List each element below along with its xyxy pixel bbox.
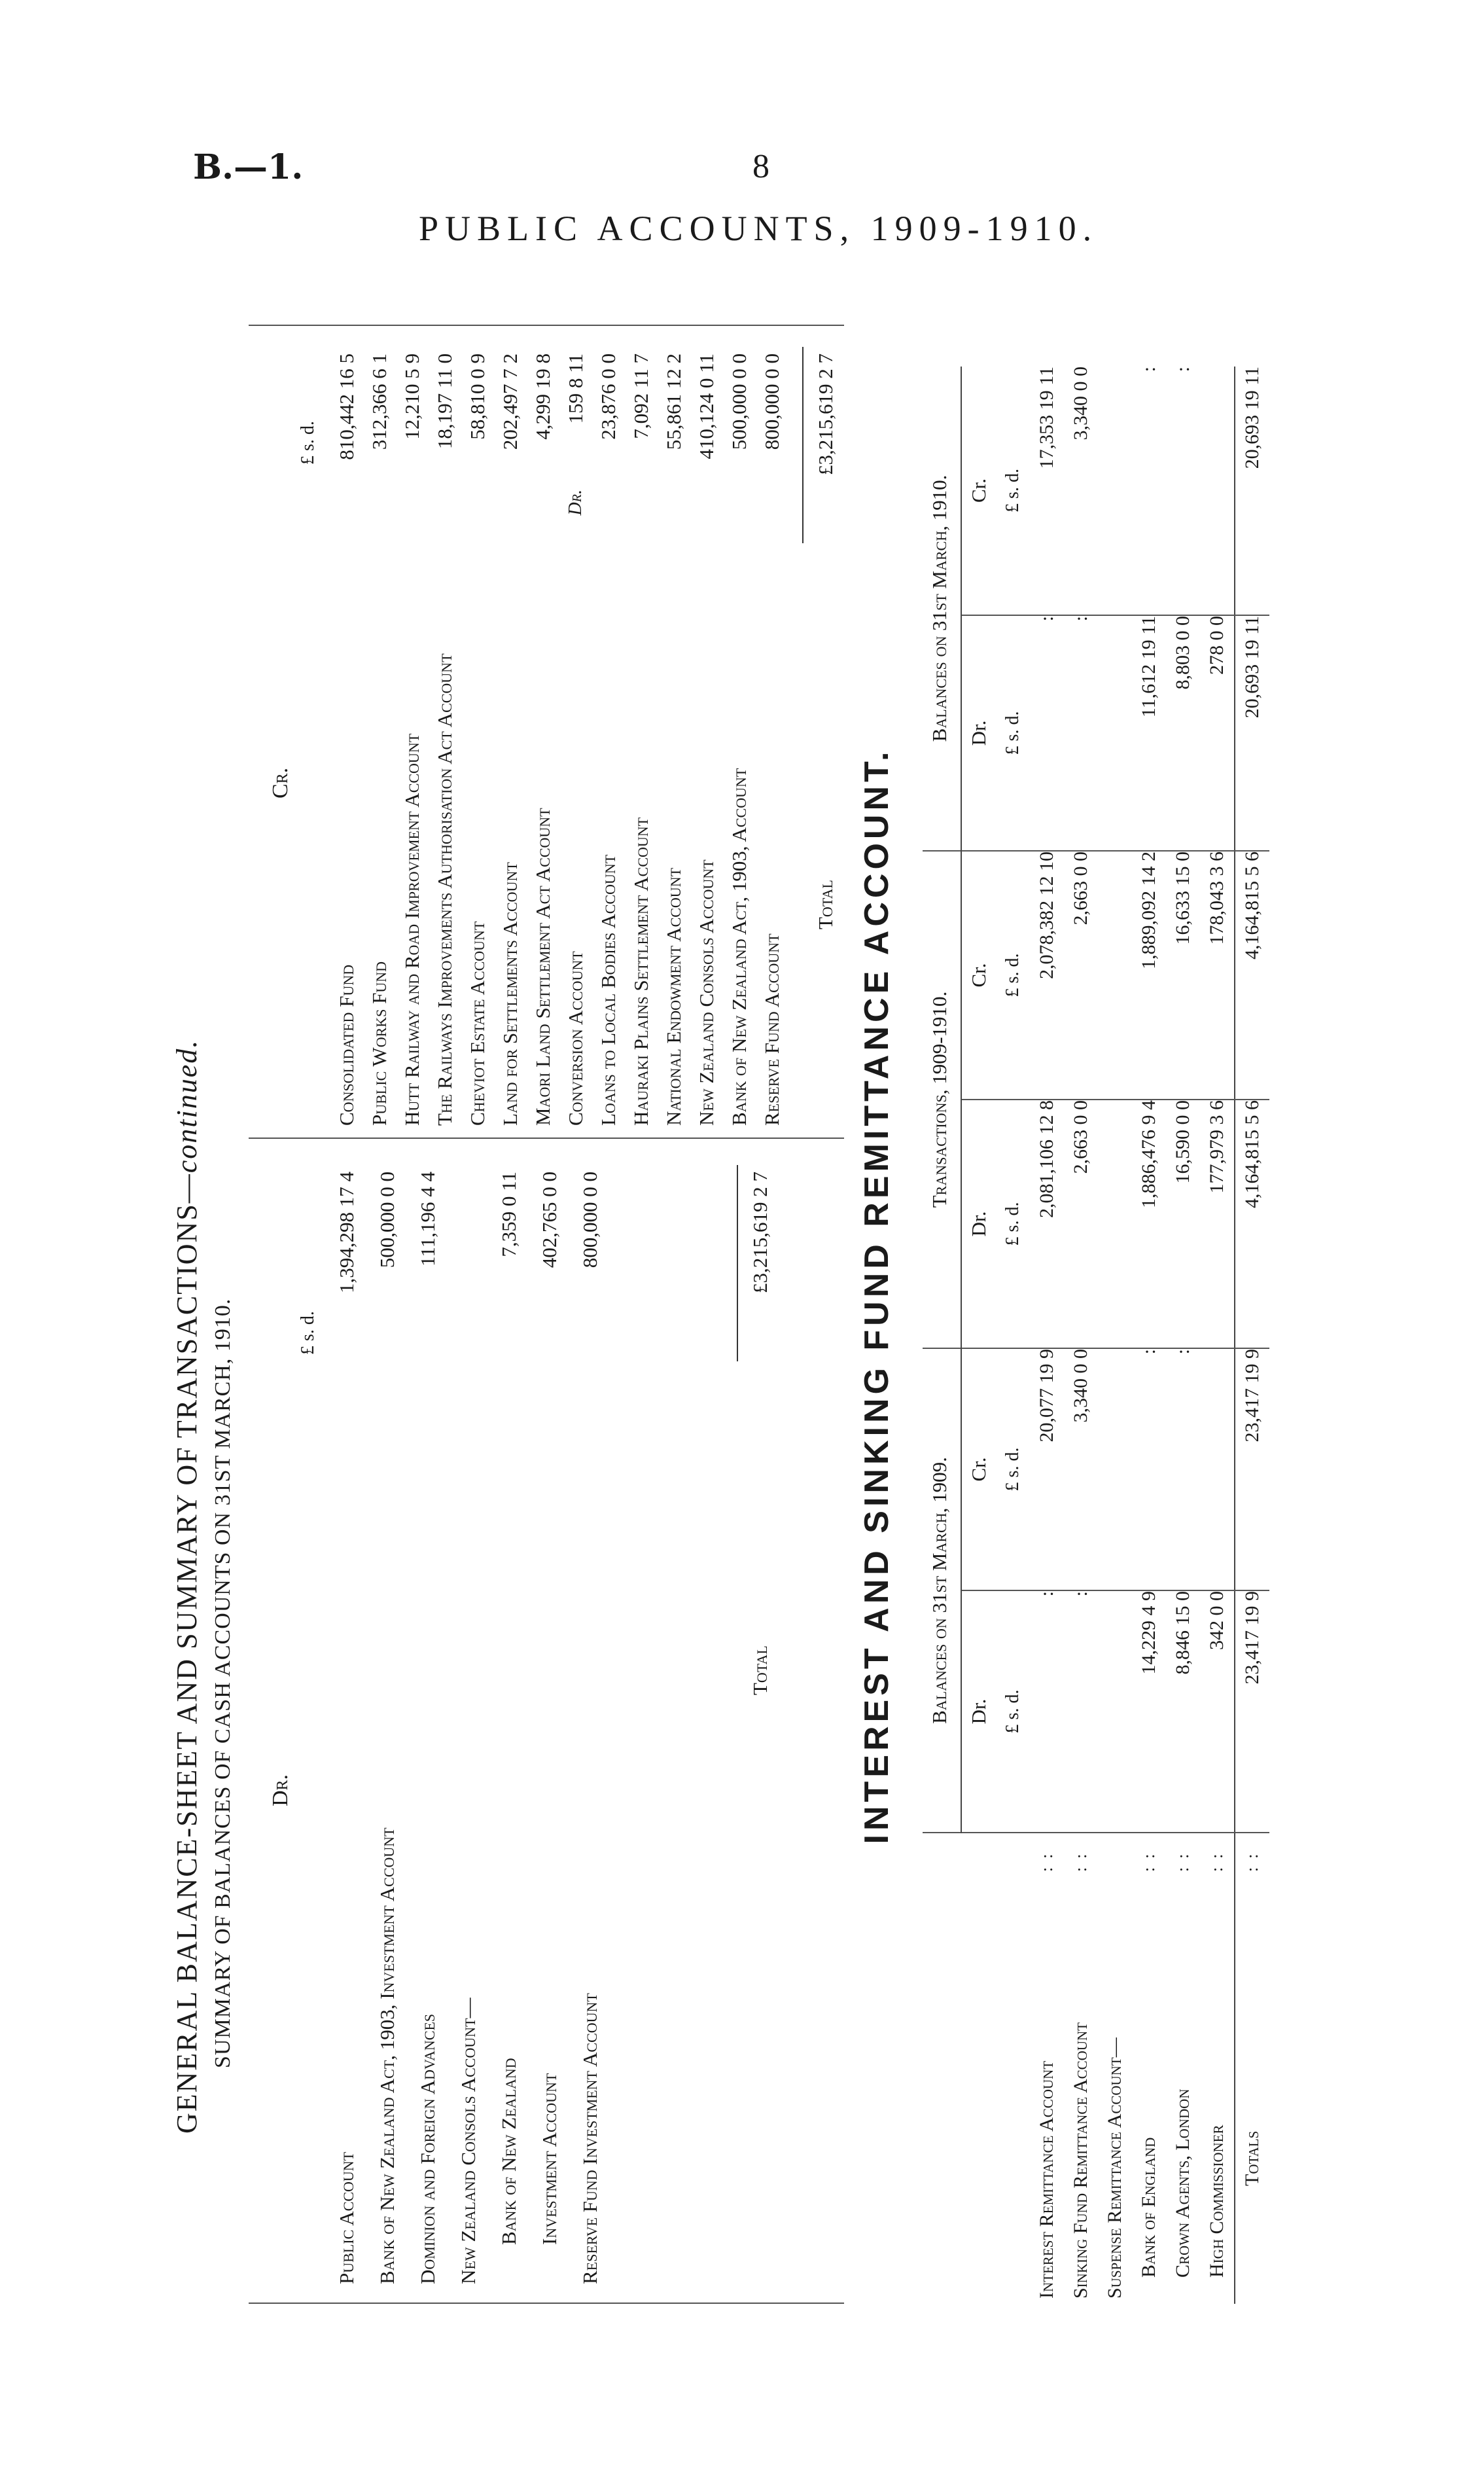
total-rule [737, 1165, 738, 1361]
ledger-label: Conversion Account [564, 951, 587, 1126]
balance-sheet-title-continued: continued. [171, 1039, 203, 1174]
ledger-amount: 4,299 19 8 [531, 353, 554, 440]
row-label: Interest Remittance Account [1036, 2060, 1057, 2299]
totals-label: Totals [1235, 1872, 1269, 2304]
page-number: 8 [752, 148, 769, 185]
total-b10cr: 20,693 19 11 [1235, 367, 1269, 615]
ledger-row [489, 1152, 529, 2284]
cell-tcr [1098, 851, 1132, 1100]
cr-side [327, 340, 838, 1126]
group-balances-1909: Balances on 31st March, 1909. [923, 1348, 961, 1833]
ledger-row [571, 1152, 610, 2284]
row-label: Crown Agents, London [1172, 2089, 1193, 2278]
total-b09dr: 23,417 19 9 [1235, 1590, 1269, 1833]
cell-b10dr: 278 0 0 [1200, 615, 1235, 851]
balance-sheet-title-main: GENERAL BALANCE-SHEET AND SUMMARY OF TRANSACTIONS— [171, 1173, 203, 2134]
ledger-label: Cheviot Estate Account [466, 921, 489, 1126]
remittance-title: INTEREST AND SINKING FUND REMITTANCE ACCOUNT. [858, 747, 896, 1844]
ledger-amount: 7,092 11 7 [629, 353, 652, 439]
cell-tcr: 16,633 15 0 [1166, 851, 1200, 1100]
document-reference: B.—1. [193, 147, 304, 187]
balance-sheet-title [170, 1039, 203, 2134]
row-label: Sinking Fund Remittance Account [1070, 2022, 1091, 2299]
cell-tcr: 178,043 3 6 [1200, 851, 1235, 1100]
total-tdr: 4,164,815 5 6 [1235, 1100, 1269, 1348]
col-cr-1910: Cr. [961, 367, 996, 615]
ledger-amount: 58,810 0 9 [466, 353, 489, 440]
cell-b10cr: : [1132, 367, 1166, 615]
ledger-amount: 18,197 11 0 [433, 353, 456, 450]
col-dr-1910: Dr. [961, 615, 996, 851]
ledger-amount: 1,394,298 17 4 [335, 1172, 358, 1293]
cell-b10cr: 3,340 0 0 [1064, 367, 1098, 615]
cell-b10dr: : [1064, 615, 1098, 851]
cell-b09dr [1098, 1590, 1132, 1833]
total-tcr: 4,164,815 5 6 [1235, 851, 1269, 1100]
ledger-row [752, 340, 792, 1126]
cell-tcr: 1,889,092 14 2 [1132, 851, 1166, 1100]
ledger-label: Hauraki Plains Settlement Account [629, 817, 652, 1126]
remittance-row [1166, 367, 1200, 2304]
ledger-amount: 500,000 0 0 [728, 353, 751, 450]
leader-dots: : : [1037, 1854, 1056, 1872]
lsd-heading: £ s. d. [996, 1348, 1030, 1590]
row-label: Bank of England [1138, 2137, 1159, 2278]
ledger-amount: 402,765 0 0 [538, 1172, 561, 1268]
ledger-label: National Endowment Account [662, 867, 685, 1126]
cell-tcr: 2,663 0 0 [1064, 851, 1098, 1100]
leader-dots: : : [1207, 1854, 1226, 1872]
cell-b10cr: : [1166, 367, 1200, 615]
total-label: Total [814, 880, 837, 929]
ledger-label: Consolidated Fund [335, 964, 358, 1126]
total-amount: £3,215,619 2 7 [749, 1172, 771, 1293]
total-b09cr: 23,417 19 9 [1235, 1348, 1269, 1590]
total-amount: £3,215,619 2 7 [814, 353, 837, 475]
ledger-row [408, 1152, 448, 2284]
remittance-table: Balances on 31st March, 1909. Transactions, 1909-1910. Balances on 31st March, 1910. Dr. Cr. Dr. Cr. Dr. Cr. £ s. d. £ s. d. £ s. d. £ s. d. £ s. d. £ s. d. Interest Remittance Account : : : 20,077 19 9 2,081,106 12 8 2,078,382 12 10 : 17,353 19 11 Sinking Fund Remittance Account : : : 3,340 0 0 2,663 0 0 2,663 0 0 : 3,340 0 0 Suspense Remittance Account— Bank of England : : 14,229 4 9 : 1,886,476 9 4 1,889,092 14 2 11,612 19 11 : Crown Agents, London : : 8,846 15 0 : 16,590 0 0 16,633 15 0 8,803 0 0 : High Commissioner : : 342 0 0 177,979 3 6 178,043 3 6 278 0 0 Totals : : 23,417 19 9 23,417 19 9 4,164,815 5 6 4,164,815 5 6 20,693 19 11 20,693 19 11 [923, 367, 1269, 2304]
leader-dots: : : [1139, 1854, 1158, 1872]
cell-b10dr: 11,612 19 11 [1132, 615, 1166, 851]
leader-dots [1098, 1833, 1132, 1872]
cell-tdr: 2,081,106 12 8 [1030, 1100, 1064, 1348]
col-dr-1909: Dr. [961, 1590, 996, 1833]
ledger-amount: 55,861 12 2 [662, 353, 685, 450]
total-b10dr: 20,693 19 11 [1235, 615, 1269, 851]
ledger-amount: 159 8 11 [564, 353, 587, 424]
dr-prefix: Dr. [565, 490, 586, 516]
remittance-row [1132, 367, 1166, 2304]
ledger-row [449, 1152, 488, 2284]
cell-b09cr [1098, 1348, 1132, 1590]
dr-heading: Dr. [268, 1774, 292, 1806]
cell-b09cr [1200, 1348, 1235, 1590]
cell-b10cr [1200, 367, 1235, 615]
leader-dots: : : [1173, 1854, 1192, 1872]
ledger-label: Reserve Fund Investment Account [578, 1993, 601, 2284]
ledger-label: Public Account [335, 2151, 358, 2284]
general-balance-sheet [170, 288, 851, 2304]
ledger-label: Reserve Fund Account [760, 933, 783, 1126]
cell-b09cr: : [1132, 1348, 1166, 1590]
remittance-row [1200, 367, 1235, 2304]
ledger-label: Public Works Fund [368, 961, 391, 1126]
cell-b10dr: 8,803 0 0 [1166, 615, 1200, 851]
cell-b10cr: 17,353 19 11 [1030, 367, 1064, 615]
cell-b09cr: : [1166, 1348, 1200, 1590]
cell-tdr: 1,886,476 9 4 [1132, 1100, 1166, 1348]
dr-cr-divider [249, 1138, 844, 1139]
cell-b09cr: 20,077 19 9 [1030, 1348, 1064, 1590]
remittance-row [1098, 367, 1132, 2304]
ledger-row [530, 1152, 569, 2284]
cell-tdr: 2,663 0 0 [1064, 1100, 1098, 1348]
ledger-amount: 800,000 0 0 [578, 1172, 601, 1268]
ledger-amount: 810,442 16 5 [335, 353, 358, 460]
lsd-heading: £ s. d. [996, 1590, 1030, 1833]
ledger-label: Investment Account [538, 2073, 561, 2245]
ledger-amount: 410,124 0 11 [695, 353, 718, 459]
ledger-row [368, 1152, 407, 2284]
cr-heading: Cr. [268, 767, 292, 798]
cell-tcr: 2,078,382 12 10 [1030, 851, 1064, 1100]
cell-b10dr: : [1030, 615, 1064, 851]
ledger-row [327, 1152, 366, 2284]
ledger-label: New Zealand Consols Account [695, 859, 718, 1126]
cell-b10cr [1098, 367, 1132, 615]
page-title: PUBLIC ACCOUNTS, 1909-1910. [419, 209, 1099, 248]
ledger-label: Land for Settlements Account [499, 862, 521, 1126]
ledger-label: Bank of New Zealand Act, 1903, Investment Account [376, 1827, 398, 2284]
ledger-label: Dominion and Foreign Advances [416, 2013, 439, 2284]
cell-b09dr: : [1030, 1590, 1064, 1833]
ledger-label: The Railways Improvements Authorisation Act Account [433, 653, 456, 1126]
remittance-row [1064, 367, 1098, 2304]
lsd-heading: £ s. d. [996, 367, 1030, 615]
dr-currency-heading: £ s. d. [298, 1311, 318, 1355]
cell-tdr: 177,979 3 6 [1200, 1100, 1235, 1348]
cr-currency-heading: £ s. d. [298, 421, 318, 465]
remittance-account-section [851, 288, 1440, 2304]
col-cr-1909: Cr. [961, 1348, 996, 1590]
lsd-heading: £ s. d. [996, 1100, 1030, 1348]
ledger-amount: 111,196 4 4 [416, 1172, 439, 1266]
cell-b10dr [1098, 615, 1132, 851]
lsd-heading: £ s. d. [996, 615, 1030, 851]
col-cr-trans: Cr. [961, 851, 996, 1100]
ledger-amount: 7,359 0 11 [497, 1172, 520, 1257]
ledger-amount: 312,366 6 1 [368, 353, 391, 450]
ledger-amount: 500,000 0 0 [376, 1172, 398, 1268]
ledger-label: Bank of New Zealand [497, 2058, 520, 2245]
ledger-amount: 12,210 5 9 [400, 353, 423, 440]
col-dr-trans: Dr. [961, 1100, 996, 1348]
cell-b09dr: 8,846 15 0 [1166, 1590, 1200, 1833]
cell-tdr: 16,590 0 0 [1166, 1100, 1200, 1348]
lsd-heading: £ s. d. [996, 851, 1030, 1100]
group-balances-1910: Balances on 31st March, 1910. [923, 367, 961, 851]
total-label: Total [749, 1645, 771, 1695]
ledger-label: Bank of New Zealand Act, 1903, Account [728, 768, 751, 1126]
ledger-amount: 800,000 0 0 [760, 353, 783, 450]
ledger-label: Hutt Railway and Road Improvement Account [400, 733, 423, 1126]
cell-b09cr: 3,340 0 0 [1064, 1348, 1098, 1590]
total-rule [802, 347, 804, 543]
remittance-row [1030, 367, 1064, 2304]
balance-sheet-subtitle: SUMMARY OF BALANCES OF CASH ACCOUNTS ON 31ST MARCH, 1910. [211, 1298, 235, 2068]
row-label: High Commissioner [1206, 2124, 1228, 2278]
cell-tdr [1098, 1100, 1132, 1348]
ledger-label: New Zealand Consols Account— [457, 1998, 480, 2284]
ledger-label: Maori Land Settlement Act Account [531, 808, 554, 1126]
row-label: Suspense Remittance Account— [1104, 2037, 1125, 2299]
dr-side [327, 1152, 785, 2284]
ledger-amount: 202,497 7 2 [499, 353, 521, 450]
ledger-amount: 23,876 0 0 [597, 353, 620, 440]
cell-b09dr: : [1064, 1590, 1098, 1833]
group-transactions: Transactions, 1909-1910. [923, 851, 961, 1348]
ledger-label: Loans to Local Bodies Account [597, 854, 620, 1126]
cell-b09dr: 342 0 0 [1200, 1590, 1235, 1833]
leader-dots: : : [1071, 1854, 1090, 1872]
cell-b09dr: 14,229 4 9 [1132, 1590, 1166, 1833]
